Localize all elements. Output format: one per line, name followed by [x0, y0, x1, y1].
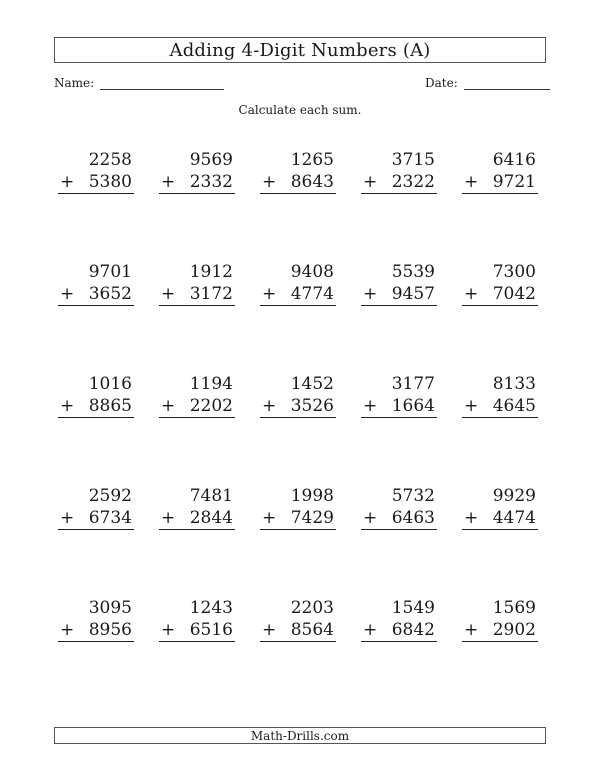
- name-blank-line[interactable]: [100, 76, 224, 90]
- bottom-line: [159, 619, 235, 642]
- bottom-line: [58, 283, 134, 306]
- date-label: Date:: [425, 76, 458, 90]
- top-addend: 3177: [391, 374, 435, 394]
- date-blank-line[interactable]: [464, 76, 550, 90]
- top-addend: 2203: [290, 598, 334, 618]
- plus-sign: +: [60, 172, 75, 192]
- top-addend: 9929: [492, 486, 536, 506]
- addition-problem: [246, 261, 336, 306]
- bottom-line: [159, 283, 235, 306]
- addition-problem: [448, 485, 538, 530]
- bottom-line: [462, 395, 538, 418]
- bottom-addend: 3526: [290, 396, 334, 416]
- top-addend: 9701: [88, 262, 132, 282]
- bottom-line: [159, 395, 235, 418]
- addition-problem: [246, 149, 336, 194]
- bottom-addend: 6463: [391, 508, 435, 528]
- plus-sign: +: [464, 172, 479, 192]
- top-addend: 7481: [189, 486, 233, 506]
- bottom-line: [462, 507, 538, 530]
- top-addend: 1452: [290, 374, 334, 394]
- instructions: Calculate each sum.: [238, 103, 362, 117]
- plus-sign: +: [262, 172, 277, 192]
- plus-sign: +: [161, 284, 176, 304]
- addition-problem: [448, 597, 538, 642]
- top-addend: 1016: [88, 374, 132, 394]
- bottom-addend: 2322: [391, 172, 435, 192]
- bottom-addend: 2332: [189, 172, 233, 192]
- bottom-line: [58, 171, 134, 194]
- bottom-line: [58, 507, 134, 530]
- bottom-line: [58, 619, 134, 642]
- bottom-addend: 5380: [88, 172, 132, 192]
- bottom-line: [361, 171, 437, 194]
- bottom-addend: 8564: [290, 620, 334, 640]
- bottom-addend: 2902: [492, 620, 536, 640]
- addition-problem: [44, 149, 134, 194]
- plus-sign: +: [161, 508, 176, 528]
- top-addend: 1998: [290, 486, 334, 506]
- bottom-line: [260, 507, 336, 530]
- plus-sign: +: [161, 396, 176, 416]
- bottom-line: [462, 171, 538, 194]
- plus-sign: +: [60, 284, 75, 304]
- top-addend: 9569: [189, 150, 233, 170]
- bottom-addend: 3172: [189, 284, 233, 304]
- addition-problem: [44, 261, 134, 306]
- plus-sign: +: [464, 508, 479, 528]
- plus-sign: +: [60, 620, 75, 640]
- top-addend: 8133: [492, 374, 536, 394]
- addition-problem: [145, 485, 235, 530]
- bottom-line: [361, 283, 437, 306]
- addition-problem: [448, 261, 538, 306]
- plus-sign: +: [464, 284, 479, 304]
- bottom-addend: 2844: [189, 508, 233, 528]
- addition-problem: [347, 485, 437, 530]
- top-addend: 1549: [391, 598, 435, 618]
- bottom-addend: 6734: [88, 508, 132, 528]
- bottom-addend: 8643: [290, 172, 334, 192]
- top-addend: 2592: [88, 486, 132, 506]
- plus-sign: +: [262, 284, 277, 304]
- addition-problem: [145, 261, 235, 306]
- bottom-line: [361, 507, 437, 530]
- addition-problem: [145, 597, 235, 642]
- bottom-addend: 4645: [492, 396, 536, 416]
- bottom-line: [462, 283, 538, 306]
- name-label: Name:: [54, 76, 95, 90]
- plus-sign: +: [363, 620, 378, 640]
- footer: [54, 727, 546, 744]
- addition-problem: [145, 149, 235, 194]
- bottom-line: [462, 619, 538, 642]
- addition-problem: [246, 597, 336, 642]
- bottom-line: [159, 171, 235, 194]
- bottom-addend: 7042: [492, 284, 536, 304]
- bottom-line: [260, 395, 336, 418]
- top-addend: 9408: [290, 262, 334, 282]
- plus-sign: +: [363, 396, 378, 416]
- top-addend: 7300: [492, 262, 536, 282]
- top-addend: 1569: [492, 598, 536, 618]
- bottom-addend: 9721: [492, 172, 536, 192]
- bottom-line: [260, 619, 336, 642]
- plus-sign: +: [262, 396, 277, 416]
- date-field[interactable]: [425, 76, 550, 90]
- top-addend: 1265: [290, 150, 334, 170]
- name-field[interactable]: [54, 76, 224, 90]
- worksheet-title-text: Adding 4-Digit Numbers (A): [169, 39, 431, 61]
- plus-sign: +: [363, 284, 378, 304]
- plus-sign: +: [363, 508, 378, 528]
- top-addend: 2258: [88, 150, 132, 170]
- bottom-addend: 9457: [391, 284, 435, 304]
- bottom-addend: 6516: [189, 620, 233, 640]
- addition-problem: [347, 261, 437, 306]
- bottom-line: [159, 507, 235, 530]
- bottom-line: [260, 171, 336, 194]
- plus-sign: +: [464, 620, 479, 640]
- bottom-addend: 4774: [290, 284, 334, 304]
- bottom-line: [58, 395, 134, 418]
- plus-sign: +: [60, 508, 75, 528]
- top-addend: 1912: [189, 262, 233, 282]
- plus-sign: +: [262, 508, 277, 528]
- footer-text: Math-Drills.com: [250, 728, 350, 743]
- addition-problem: [44, 373, 134, 418]
- addition-problem: [44, 485, 134, 530]
- top-addend: 3095: [88, 598, 132, 618]
- top-addend: 1194: [189, 374, 233, 394]
- bottom-addend: 2202: [189, 396, 233, 416]
- plus-sign: +: [161, 620, 176, 640]
- bottom-addend: 7429: [290, 508, 334, 528]
- plus-sign: +: [262, 620, 277, 640]
- top-addend: 5539: [391, 262, 435, 282]
- bottom-addend: 6842: [391, 620, 435, 640]
- bottom-addend: 3652: [88, 284, 132, 304]
- bottom-addend: 1664: [391, 396, 435, 416]
- addition-problem: [448, 373, 538, 418]
- plus-sign: +: [60, 396, 75, 416]
- addition-problem: [44, 597, 134, 642]
- addition-problem: [347, 149, 437, 194]
- addition-problem: [145, 373, 235, 418]
- plus-sign: +: [464, 396, 479, 416]
- bottom-line: [361, 395, 437, 418]
- plus-sign: +: [161, 172, 176, 192]
- top-addend: 3715: [391, 150, 435, 170]
- top-addend: 5732: [391, 486, 435, 506]
- addition-problem: [246, 485, 336, 530]
- plus-sign: +: [363, 172, 378, 192]
- addition-problem: [448, 149, 538, 194]
- top-addend: 6416: [492, 150, 536, 170]
- bottom-line: [260, 283, 336, 306]
- worksheet-title: [54, 37, 546, 63]
- addition-problem: [246, 373, 336, 418]
- addition-problem: [347, 597, 437, 642]
- bottom-addend: 4474: [492, 508, 536, 528]
- bottom-line: [361, 619, 437, 642]
- top-addend: 1243: [189, 598, 233, 618]
- bottom-addend: 8956: [88, 620, 132, 640]
- addition-problem: [347, 373, 437, 418]
- bottom-addend: 8865: [88, 396, 132, 416]
